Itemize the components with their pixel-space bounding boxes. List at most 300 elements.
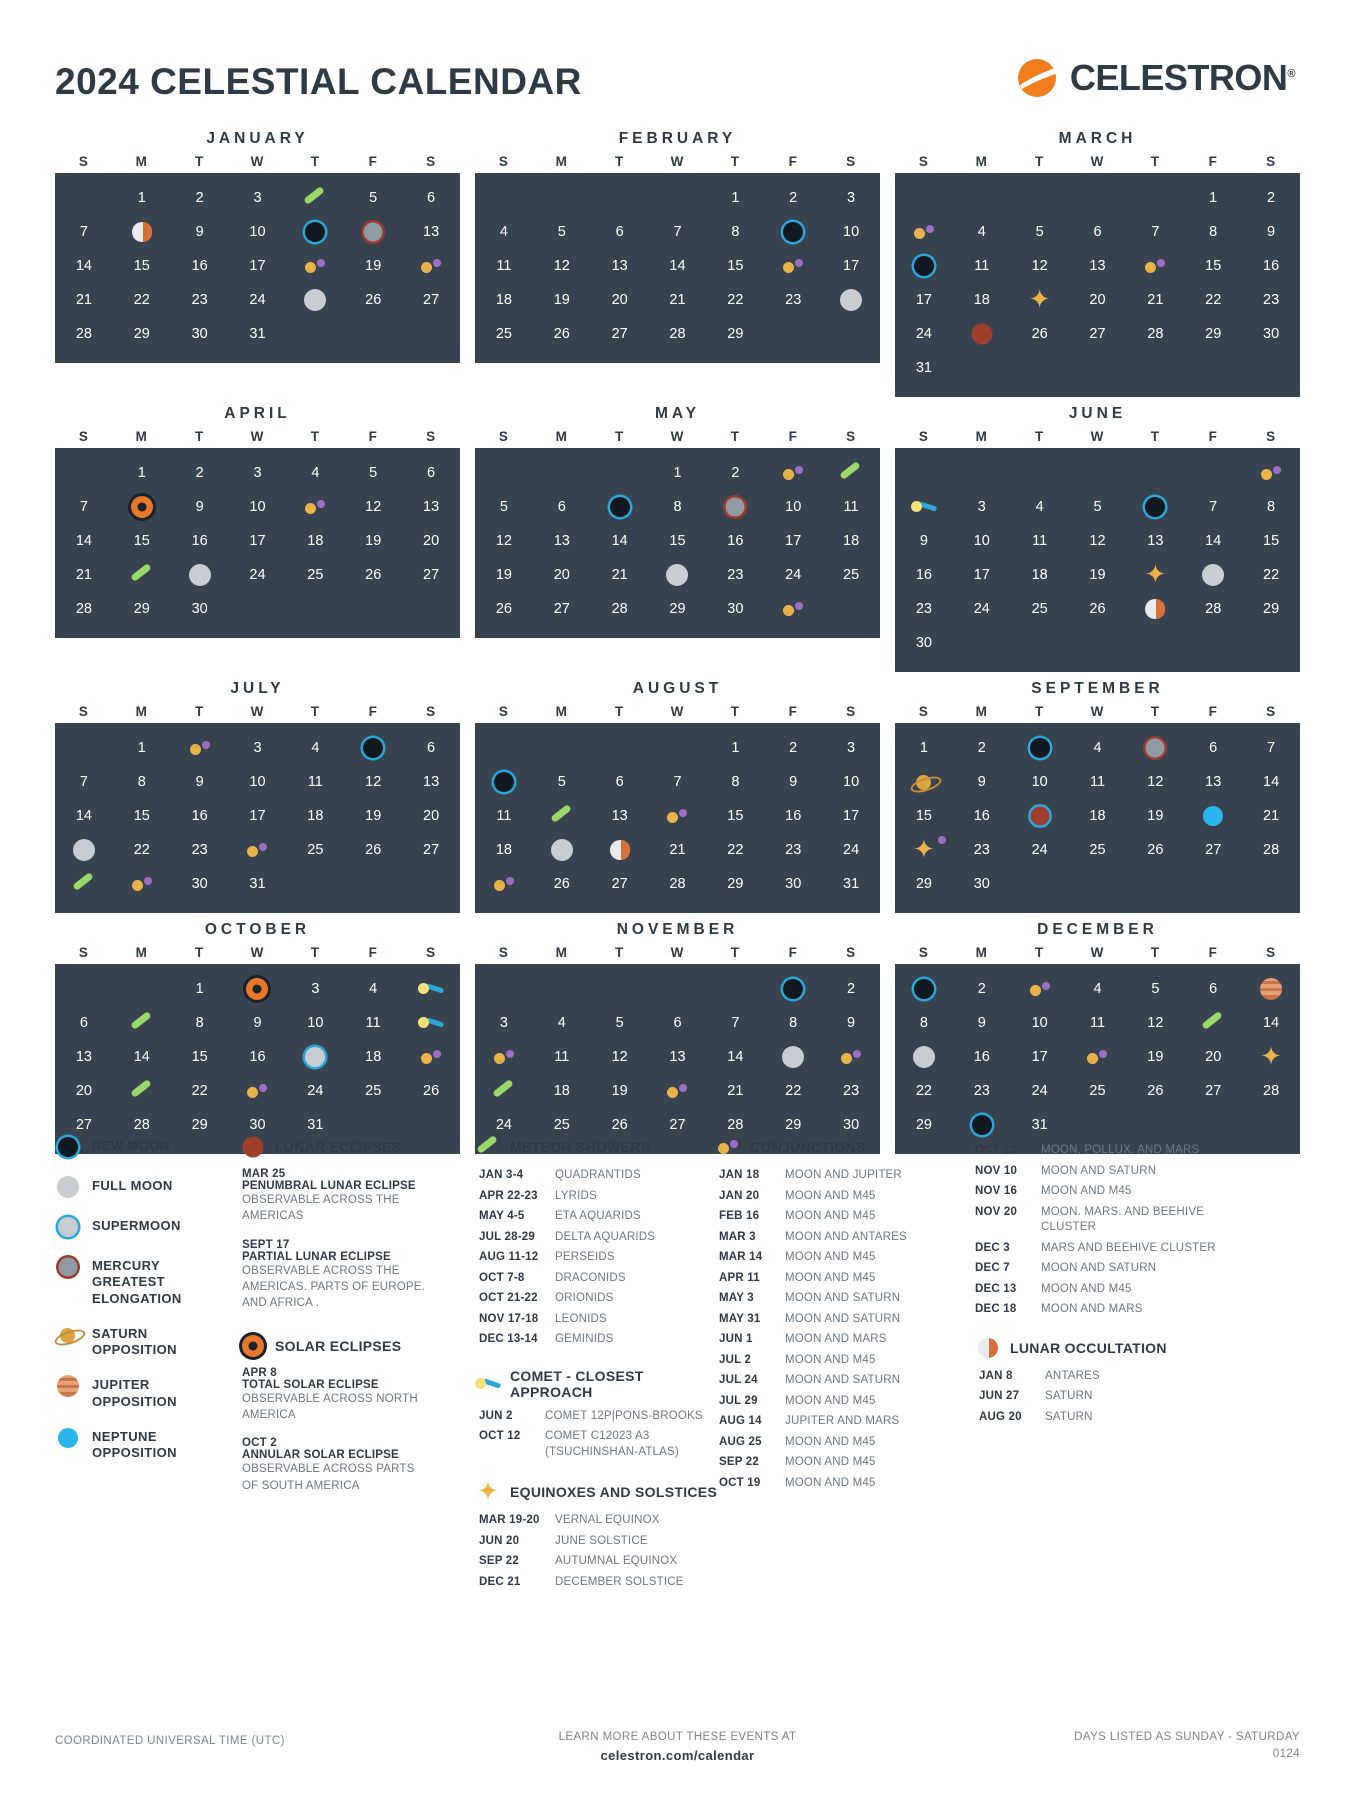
day-number: 30 [191, 876, 208, 892]
conjunction-icon [1261, 466, 1281, 480]
day-cell [475, 1040, 533, 1074]
new-moon-icon [58, 1137, 78, 1157]
event-date: JAN 18 [719, 1169, 760, 1181]
event-name: LYRIDS [555, 1189, 597, 1202]
empty-cell [591, 731, 649, 765]
day-number: 10 [307, 1015, 324, 1031]
month-block [55, 130, 460, 397]
day-number: 2 [789, 740, 798, 756]
event-name: COMET C12023 A3 (TSUCHINSHAN-ATLAS) [545, 1430, 679, 1458]
weekday-label: W [1090, 429, 1105, 444]
event-date: MAY 4-5 [479, 1210, 525, 1223]
event-date: OCT 23 [975, 1144, 1017, 1156]
weekday-label: T [615, 154, 625, 169]
empty-cell [895, 181, 953, 215]
day-cell [1011, 1040, 1069, 1074]
event-date: DEC 13 [975, 1282, 1017, 1295]
day-number: 24 [249, 567, 266, 583]
comet-list [479, 1409, 720, 1461]
day-cell [953, 799, 1011, 833]
day-cell [55, 558, 113, 592]
day-number: 1 [1209, 190, 1218, 206]
day-cell [171, 283, 229, 317]
day-number: 9 [1267, 224, 1276, 240]
day-cell [649, 1040, 707, 1074]
day-cell [706, 592, 764, 626]
day-cell [475, 215, 533, 249]
day-cell [649, 524, 707, 558]
day-number: 27 [611, 876, 628, 892]
day-number: 16 [191, 808, 208, 824]
day-cell [764, 972, 822, 1006]
conjunction-icon [305, 500, 325, 514]
meteor-shower-icon [1201, 1013, 1225, 1033]
event-row [719, 1271, 965, 1287]
event-date: OCT 19 [719, 1476, 761, 1489]
mercury-elongation-icon [726, 498, 745, 517]
weekday-label: S [846, 154, 857, 169]
day-cell [822, 249, 880, 283]
day-cell [706, 490, 764, 524]
day-cell [649, 456, 707, 490]
day-cell [1242, 592, 1300, 626]
day-cell [1242, 490, 1300, 524]
day-number: 15 [133, 258, 150, 274]
weekday-label: S [498, 945, 509, 960]
day-cell [822, 215, 880, 249]
day-cell [764, 215, 822, 249]
day-cell [402, 1040, 460, 1074]
day-number: 14 [75, 533, 92, 549]
day-number: 4 [369, 981, 378, 997]
day-cell [286, 765, 344, 799]
day-number: 8 [731, 774, 740, 790]
day-cell [953, 283, 1011, 317]
day-number: 16 [973, 1049, 990, 1065]
day-number: 28 [1263, 842, 1280, 858]
event-name: SATURN [1045, 1410, 1093, 1423]
weekday-label: F [368, 704, 378, 719]
day-cell [171, 1074, 229, 1108]
day-number: 18 [495, 292, 512, 308]
day-cell [113, 1006, 171, 1040]
legend-key-label: FULL MOON [92, 1178, 173, 1193]
day-cell [895, 317, 953, 351]
day-number: 23 [191, 292, 208, 308]
day-cell [764, 490, 822, 524]
day-number: 12 [495, 533, 512, 549]
page-header [55, 55, 1295, 115]
day-number: 5 [1035, 224, 1044, 240]
day-cell [1242, 833, 1300, 867]
day-cell [953, 765, 1011, 799]
empty-cell [1069, 867, 1127, 901]
day-number: 23 [785, 292, 802, 308]
day-number: 8 [1267, 499, 1276, 515]
day-cell [1126, 1006, 1184, 1040]
month-block [475, 130, 880, 397]
day-cell [1242, 215, 1300, 249]
meteor-shower-icon [130, 565, 154, 585]
weekday-label: F [1208, 429, 1218, 444]
day-number: 24 [843, 842, 860, 858]
comet-icon [418, 980, 444, 998]
day-number: 28 [75, 326, 92, 342]
day-number: 15 [191, 1049, 208, 1065]
empty-cell [1242, 1108, 1300, 1142]
day-cell [1011, 972, 1069, 1006]
day-number: 8 [137, 774, 146, 790]
day-number: 19 [365, 808, 382, 824]
conjunction-title: CONJUNCTIONS [750, 1139, 866, 1155]
day-cell [1069, 1074, 1127, 1108]
day-cell [1069, 765, 1127, 799]
day-number: 13 [75, 1049, 92, 1065]
day-cell [533, 283, 591, 317]
legend-events-column [475, 1135, 720, 1595]
conjunction-icon [305, 259, 325, 273]
day-number: 4 [1093, 981, 1102, 997]
weekday-label: T [1150, 945, 1160, 960]
day-number: 11 [1089, 774, 1106, 790]
day-cell [229, 972, 287, 1006]
day-cell [764, 1040, 822, 1074]
event-row [979, 1410, 1225, 1426]
day-cell [591, 558, 649, 592]
day-number: 28 [727, 1117, 744, 1133]
weekday-label: S [426, 945, 437, 960]
weekday-header-row [895, 945, 1300, 960]
day-cell [822, 1074, 880, 1108]
weekday-label: S [1266, 945, 1277, 960]
day-cell [533, 524, 591, 558]
day-cell [764, 1074, 822, 1108]
day-number: 30 [843, 1117, 860, 1133]
day-number: 12 [553, 258, 570, 274]
day-grid [895, 723, 1300, 913]
event-name: MARS AND BEEHIVE CLUSTER [1041, 1241, 1216, 1254]
event-date: JAN 3-4 [479, 1169, 524, 1181]
empty-cell [1126, 626, 1184, 660]
legend-key-row [55, 1426, 230, 1462]
day-number: 7 [1209, 499, 1218, 515]
weekday-label: F [368, 945, 378, 960]
full-moon-icon [782, 1046, 804, 1068]
weekday-label: S [918, 429, 929, 444]
day-cell [1184, 731, 1242, 765]
empty-cell [1011, 456, 1069, 490]
day-cell [286, 972, 344, 1006]
weekday-label: M [135, 945, 148, 960]
day-number: 29 [915, 876, 932, 892]
empty-cell [1011, 626, 1069, 660]
day-cell [1011, 1074, 1069, 1108]
day-cell [229, 283, 287, 317]
event-name: COMET 12P|PONS-BROOKS [545, 1409, 703, 1422]
day-cell [229, 867, 287, 901]
lunar-occultation-icon [610, 840, 630, 860]
day-number: 29 [191, 1117, 208, 1133]
brand-registered-mark: ® [1287, 68, 1295, 80]
day-number: 6 [557, 499, 566, 515]
day-number: 29 [915, 1117, 932, 1133]
day-cell [1242, 1040, 1300, 1074]
new-moon-icon [1145, 497, 1165, 517]
day-number: 23 [727, 567, 744, 583]
day-cell [1184, 833, 1242, 867]
day-cell [1184, 249, 1242, 283]
event-date: SEP 22 [479, 1555, 519, 1568]
day-number: 14 [75, 258, 92, 274]
event-row [719, 1189, 965, 1205]
day-cell [706, 524, 764, 558]
day-number: 28 [133, 1117, 150, 1133]
day-cell [1126, 592, 1184, 626]
day-number: 27 [553, 601, 570, 617]
saturn-icon [55, 1323, 81, 1347]
day-cell [1242, 524, 1300, 558]
day-cell [822, 765, 880, 799]
empty-cell [1069, 626, 1127, 660]
weekday-label: T [1035, 945, 1045, 960]
day-cell [764, 867, 822, 901]
day-number: 18 [1031, 567, 1048, 583]
weekday-label: S [918, 704, 929, 719]
day-cell [344, 731, 402, 765]
day-cell [591, 833, 649, 867]
day-cell [706, 215, 764, 249]
day-number: 17 [843, 258, 860, 274]
day-cell [475, 283, 533, 317]
day-number: 26 [1147, 1083, 1164, 1099]
day-cell [591, 249, 649, 283]
day-cell [1184, 1074, 1242, 1108]
day-number: 20 [75, 1083, 92, 1099]
day-number: 26 [495, 601, 512, 617]
day-grid [55, 173, 460, 363]
event-name: MOON AND MARS [1041, 1303, 1143, 1316]
event-row [479, 1409, 720, 1425]
event-row [975, 1143, 1225, 1159]
empty-cell [113, 972, 171, 1006]
day-cell [171, 592, 229, 626]
day-grid [475, 964, 880, 1154]
event-row [479, 1189, 720, 1205]
day-cell [475, 1006, 533, 1040]
day-cell [55, 867, 113, 901]
day-number: 4 [499, 224, 508, 240]
day-grid [55, 964, 460, 1154]
day-cell [953, 317, 1011, 351]
day-cell [1242, 799, 1300, 833]
day-cell [895, 833, 953, 867]
empty-cell [402, 317, 460, 351]
day-cell [1126, 490, 1184, 524]
meteor-shower-icon [303, 188, 327, 208]
meteor-shower-icon [550, 806, 574, 826]
day-number: 7 [673, 224, 682, 240]
day-cell [822, 524, 880, 558]
event-row [975, 1205, 1225, 1236]
day-number: 14 [727, 1049, 744, 1065]
event-date: NOV 20 [975, 1205, 1018, 1218]
weekday-label: S [1266, 429, 1277, 444]
day-cell [822, 181, 880, 215]
day-cell [895, 867, 953, 901]
day-number: 17 [249, 808, 266, 824]
day-number: 26 [611, 1117, 628, 1133]
day-number: 3 [847, 190, 856, 206]
day-cell [344, 181, 402, 215]
day-cell [591, 283, 649, 317]
day-number: 27 [669, 1117, 686, 1133]
day-number: 30 [1263, 326, 1280, 342]
event-name: MOON AND SATURN [1041, 1262, 1157, 1275]
day-number: 29 [727, 326, 744, 342]
day-number: 24 [307, 1083, 324, 1099]
day-number: 26 [553, 326, 570, 342]
day-number: 28 [611, 601, 628, 617]
empty-cell [344, 867, 402, 901]
weekday-label: W [250, 154, 265, 169]
day-cell [533, 799, 591, 833]
day-cell [591, 592, 649, 626]
day-number: 11 [1089, 1015, 1106, 1031]
day-cell [113, 249, 171, 283]
event-date: DEC 18 [975, 1303, 1017, 1316]
event-name: QUADRANTIDS [555, 1169, 641, 1181]
empty-cell [533, 181, 591, 215]
event-row [979, 1369, 1225, 1385]
empty-cell [649, 972, 707, 1006]
footer-days-note [1074, 1729, 1300, 1764]
weekday-label: M [555, 704, 568, 719]
day-cell [113, 1040, 171, 1074]
day-cell [1011, 799, 1069, 833]
day-cell [591, 765, 649, 799]
day-cell [402, 283, 460, 317]
day-number: 11 [307, 774, 323, 790]
full-moon-icon [666, 564, 688, 586]
day-cell [764, 799, 822, 833]
event-name: SATURN [1045, 1390, 1093, 1403]
day-cell [171, 456, 229, 490]
day-number: 3 [499, 1015, 508, 1031]
day-cell [1069, 490, 1127, 524]
day-number: 24 [249, 292, 266, 308]
equinox-solstice-icon: ✦ [1260, 1041, 1282, 1071]
day-cell [953, 867, 1011, 901]
event-date: DEC 3 [975, 1241, 1010, 1254]
day-cell [344, 972, 402, 1006]
day-cell [1184, 972, 1242, 1006]
day-cell [55, 249, 113, 283]
weekday-label: M [135, 704, 148, 719]
empty-cell [402, 592, 460, 626]
footer-url[interactable]: celestron.com/calendar [600, 1748, 755, 1764]
newmoon-icon [55, 1135, 81, 1159]
day-cell [822, 731, 880, 765]
day-cell [475, 833, 533, 867]
day-number: 11 [974, 258, 990, 274]
empty-cell [1011, 181, 1069, 215]
month-block [55, 921, 460, 1154]
day-cell [402, 731, 460, 765]
event-date: AUG 20 [979, 1410, 1022, 1423]
day-cell [402, 1006, 460, 1040]
weekday-header-row [55, 704, 460, 719]
day-cell [1126, 283, 1184, 317]
day-number: 2 [195, 190, 204, 206]
empty-cell [822, 317, 880, 351]
day-number: 3 [253, 465, 262, 481]
day-number: 28 [669, 326, 686, 342]
legend-key-label: NEW MOON [92, 1138, 170, 1153]
day-cell [171, 972, 229, 1006]
day-number: 6 [673, 1015, 682, 1031]
day-cell [649, 765, 707, 799]
day-number: 13 [1147, 533, 1164, 549]
day-number: 6 [427, 740, 436, 756]
day-number: 13 [611, 258, 628, 274]
day-cell [706, 1006, 764, 1040]
full-moon-icon [304, 289, 326, 311]
day-number: 19 [553, 292, 570, 308]
solar-eclipse-icon [246, 978, 268, 1000]
footer-learn-more [559, 1729, 797, 1767]
day-cell [706, 456, 764, 490]
day-cell [953, 249, 1011, 283]
day-cell [113, 1074, 171, 1108]
day-cell [229, 833, 287, 867]
month-block [895, 921, 1300, 1154]
event-date: NOV 16 [975, 1185, 1018, 1198]
day-number: 24 [1031, 1083, 1048, 1099]
day-cell [764, 592, 822, 626]
month-name: AUGUST [632, 680, 723, 697]
day-cell [649, 799, 707, 833]
day-number: 6 [427, 465, 436, 481]
weekday-label: M [555, 154, 568, 169]
legend-key-label: SATURN OPPOSITION [92, 1325, 177, 1357]
day-number: 27 [611, 326, 628, 342]
day-number: 6 [615, 224, 624, 240]
event-date: MAR 14 [719, 1251, 763, 1264]
day-cell [895, 351, 953, 385]
day-cell [229, 456, 287, 490]
day-number: 11 [1032, 533, 1048, 549]
day-cell [55, 765, 113, 799]
event-name: MOON AND M45 [785, 1435, 876, 1448]
day-number: 16 [785, 808, 802, 824]
day-cell [706, 181, 764, 215]
weekday-label: M [975, 429, 988, 444]
day-number: 20 [1205, 1049, 1222, 1065]
empty-cell [1011, 867, 1069, 901]
day-cell [171, 181, 229, 215]
empty-cell [953, 351, 1011, 385]
day-number: 29 [1205, 326, 1222, 342]
day-number: 6 [79, 1015, 88, 1031]
legend-key-row [55, 1135, 230, 1159]
day-cell [402, 249, 460, 283]
conjunction-icon [667, 1084, 687, 1098]
meteor-shower-icon [130, 1013, 154, 1033]
weekday-label: W [670, 704, 685, 719]
full-moon-icon [840, 289, 862, 311]
day-cell [895, 283, 953, 317]
day-number: 9 [847, 1015, 856, 1031]
